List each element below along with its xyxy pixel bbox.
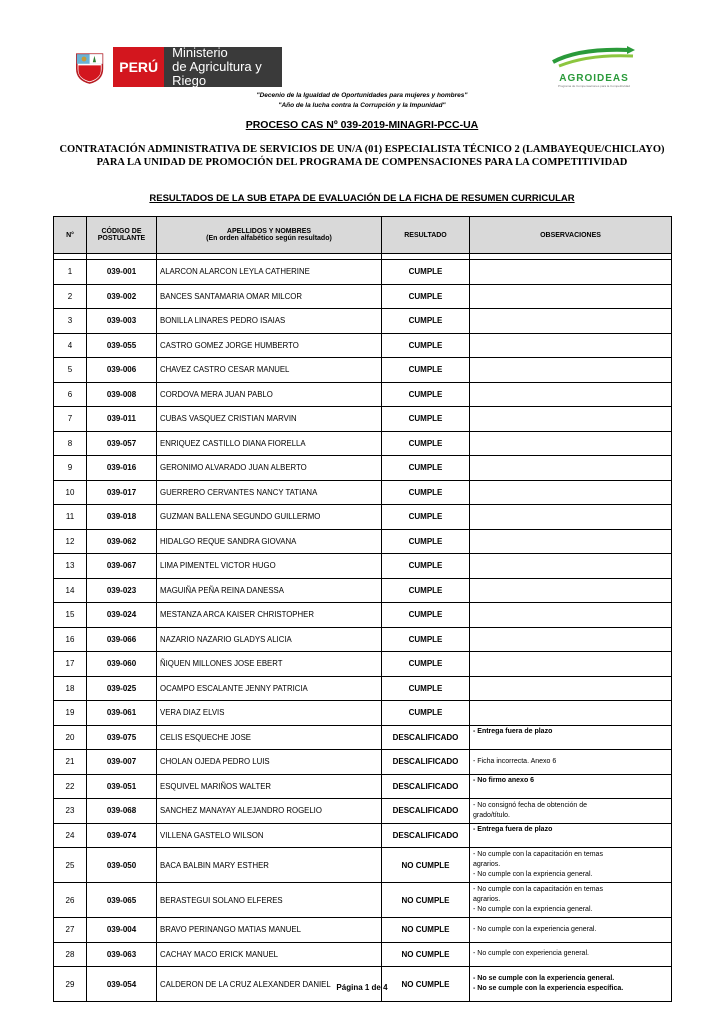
cell-nombre: ÑIQUEN MILLONES JOSE EBERT — [157, 652, 382, 677]
observacion-line: agrarios. — [473, 861, 501, 868]
minagri-logo — [72, 42, 282, 92]
table-row — [54, 848, 672, 883]
cell-codigo: 039-075 — [87, 725, 157, 750]
cell-nombre: MAGUIÑA PEÑA REINA DANESSA — [157, 578, 382, 603]
observacion-line: - No cumple con la exprienci​a general. — [473, 906, 593, 913]
cell-nombre: ENRIQUEZ CASTILLO DIANA FIORELLA — [157, 431, 382, 456]
table-row — [54, 774, 672, 799]
cell-resultado: CUMPLE — [382, 456, 470, 481]
cell-n: 25 — [54, 848, 87, 883]
cell-resultado: CUMPLE — [382, 260, 470, 285]
header-observaciones: OBSERVACIONES — [470, 217, 672, 254]
cell-n: 19 — [54, 701, 87, 726]
table-row — [54, 627, 672, 652]
cell-codigo: 039-018 — [87, 505, 157, 530]
agroideas-label: AGROIDEAS — [559, 73, 629, 84]
resultados-title: RESULTADOS DE LA SUB ETAPA DE EVALUACIÓN DE LA FICHA DE RESUMEN CURRICULAR — [149, 193, 575, 204]
cell-nombre: VERA DIAZ ELVIS — [157, 701, 382, 726]
cell-observaciones — [470, 529, 672, 554]
cell-nombre: GERONIMO ALVARADO JUAN ALBERTO — [157, 456, 382, 481]
observacion-line: - No cumple con experiencia general. — [473, 950, 589, 958]
cell-codigo: 039-004 — [87, 918, 157, 943]
cell-nombre: BERASTEGUI SOLANO ELFERES — [157, 883, 382, 918]
cell-observaciones — [470, 554, 672, 579]
cell-codigo: 039-054 — [87, 967, 157, 1002]
table-body — [54, 260, 672, 1002]
cell-resultado: CUMPLE — [382, 676, 470, 701]
cell-n: 3 — [54, 309, 87, 334]
cell-resultado: CUMPLE — [382, 505, 470, 530]
cell-nombre: CORDOVA MERA JUAN PABLO — [157, 382, 382, 407]
cell-observaciones — [470, 918, 672, 943]
cell-codigo: 039-003 — [87, 309, 157, 334]
cell-codigo: 039-060 — [87, 652, 157, 677]
cell-resultado: DESCALIFICADO — [382, 774, 470, 799]
cell-n: 13 — [54, 554, 87, 579]
table-row — [54, 725, 672, 750]
page-number: Página 1 de 4 — [336, 983, 388, 992]
cell-nombre: CACHAY MACO ERICK MANUEL — [157, 942, 382, 967]
cell-resultado: CUMPLE — [382, 701, 470, 726]
cell-codigo: 039-066 — [87, 627, 157, 652]
table-row — [54, 942, 672, 967]
table-header-row — [54, 217, 672, 254]
cell-resultado: DESCALIFICADO — [382, 725, 470, 750]
observacion-line: - Entrega fuera de plazo — [473, 727, 553, 735]
cell-nombre: BACA BALBIN MARY ESTHER — [157, 848, 382, 883]
contratacion-title: CONTRATACIÓN ADMINISTRATIVA DE SERVICIOS DE UN/A (01) ESPECIALISTA TÉCNICO 2 (LAMBAYEQUE/CHICLAYO) PARA LA UNIDAD DE PROMOCIÓN DEL PROGRAMA DE COMPENSACIONES PARA LA COMPETITIVIDAD — [59, 144, 665, 168]
cell-observaciones — [470, 750, 672, 775]
cell-n: 4 — [54, 333, 87, 358]
table-row — [54, 883, 672, 918]
cell-observaciones — [470, 725, 672, 750]
cell-codigo: 039-062 — [87, 529, 157, 554]
observacion-line: - No consignó fecha de obtención de — [473, 801, 588, 809]
cell-resultado: CUMPLE — [382, 431, 470, 456]
cell-resultado: CUMPLE — [382, 309, 470, 334]
table-row — [54, 505, 672, 530]
cell-codigo: 039-008 — [87, 382, 157, 407]
header-nombres — [157, 217, 382, 254]
cell-n: 26 — [54, 883, 87, 918]
agroideas-logo — [548, 44, 640, 88]
cell-codigo: 039-074 — [87, 823, 157, 848]
cell-codigo: 039-007 — [87, 750, 157, 775]
cell-observaciones — [470, 260, 672, 285]
cell-codigo: 039-061 — [87, 701, 157, 726]
cell-resultado: CUMPLE — [382, 529, 470, 554]
cell-nombre: NAZARIO NAZARIO GLADYS ALICIA — [157, 627, 382, 652]
cell-n: 24 — [54, 823, 87, 848]
cell-resultado: CUMPLE — [382, 358, 470, 383]
cell-n: 16 — [54, 627, 87, 652]
cell-codigo: 039-011 — [87, 407, 157, 432]
cell-nombre: CHOLAN OJEDA PEDRO LUIS — [157, 750, 382, 775]
cell-nombre: OCAMPO ESCALANTE JENNY PATRICIA — [157, 676, 382, 701]
cell-codigo: 039-017 — [87, 480, 157, 505]
cell-n: 23 — [54, 799, 87, 824]
observacion-line: - No firmo anexo 6 — [473, 776, 535, 784]
cell-codigo: 039-024 — [87, 603, 157, 628]
header-nombres-line1: APELLIDOS Y NOMBRES — [226, 228, 312, 235]
cell-codigo: 039-023 — [87, 578, 157, 603]
results-table — [53, 216, 672, 1002]
agroideas-swoosh-icon — [549, 44, 639, 68]
cell-codigo: 039-051 — [87, 774, 157, 799]
cell-observaciones — [470, 578, 672, 603]
cell-n: 27 — [54, 918, 87, 943]
ministerio-line2: de Agricultura y Riego — [172, 59, 262, 88]
cell-resultado: NO CUMPLE — [382, 848, 470, 883]
anio-text: "Año de la lucha contra la Corrupción y la Impunidad" — [278, 102, 446, 109]
header-n: N° — [54, 217, 87, 254]
cell-n: 28 — [54, 942, 87, 967]
cell-observaciones — [470, 627, 672, 652]
cell-resultado: DESCALIFICADO — [382, 750, 470, 775]
cell-observaciones — [470, 676, 672, 701]
cell-nombre: BRAVO PERINANGO MATIAS MANUEL — [157, 918, 382, 943]
cell-n: 22 — [54, 774, 87, 799]
cell-resultado: CUMPLE — [382, 578, 470, 603]
header-nombres-line2: (En orden alfabético según resultado) — [206, 235, 332, 242]
cell-observaciones — [470, 431, 672, 456]
cell-resultado: CUMPLE — [382, 480, 470, 505]
observacion-line: - Ficha incorrecta. Anexo 6 — [473, 757, 557, 765]
table-row — [54, 407, 672, 432]
cell-observaciones — [470, 358, 672, 383]
cell-nombre: CALDERON DE LA CRUZ ALEXANDER DANIEL — [157, 967, 382, 1002]
cell-codigo: 039-057 — [87, 431, 157, 456]
cell-nombre: CELIS ESQUECHE JOSE — [157, 725, 382, 750]
observacion-line: - No se cumple con la experiencia específica. — [473, 985, 624, 992]
cell-codigo: 039-068 — [87, 799, 157, 824]
cell-codigo: 039-002 — [87, 284, 157, 309]
observacion-line: - Entrega fuera de plazo — [473, 825, 553, 833]
proceso-title: PROCESO CAS Nº 039-2019-MINAGRI-PCC-UA — [245, 119, 479, 131]
cell-nombre: VILLENA GASTELO WILSON — [157, 823, 382, 848]
cell-observaciones — [470, 848, 672, 883]
observacion-line: agrarios. — [473, 896, 501, 903]
cell-codigo: 039-050 — [87, 848, 157, 883]
table-row — [54, 529, 672, 554]
cell-n: 20 — [54, 725, 87, 750]
cell-n: 1 — [54, 260, 87, 285]
cell-codigo: 039-065 — [87, 883, 157, 918]
observacion-line: - No cumple con la capacitación en temas — [473, 886, 603, 893]
cell-n: 9 — [54, 456, 87, 481]
cell-resultado: CUMPLE — [382, 603, 470, 628]
cell-observaciones — [470, 774, 672, 799]
cell-codigo: 039-006 — [87, 358, 157, 383]
cell-observaciones — [470, 480, 672, 505]
table-row — [54, 676, 672, 701]
cell-codigo: 039-025 — [87, 676, 157, 701]
cell-observaciones — [470, 823, 672, 848]
cell-n: 14 — [54, 578, 87, 603]
ministerio-line1: Ministerio — [172, 45, 228, 60]
cell-resultado: NO CUMPLE — [382, 942, 470, 967]
cell-nombre: MESTANZA ARCA KAISER CHRISTOPHER — [157, 603, 382, 628]
cell-nombre: CHAVEZ CASTRO CESAR MANUEL — [157, 358, 382, 383]
cell-nombre: SANCHEZ MANAYAY ALEJANDRO ROGELIO — [157, 799, 382, 824]
table-row — [54, 918, 672, 943]
table-row — [54, 750, 672, 775]
table-row — [54, 554, 672, 579]
cell-codigo: 039-055 — [87, 333, 157, 358]
table-row — [54, 480, 672, 505]
cell-n: 18 — [54, 676, 87, 701]
cell-codigo: 039-001 — [87, 260, 157, 285]
header-resultado: RESULTADO — [382, 217, 470, 254]
cell-n: 21 — [54, 750, 87, 775]
cell-codigo: 039-067 — [87, 554, 157, 579]
cell-n: 10 — [54, 480, 87, 505]
cell-nombre: BONILLA LINARES PEDRO ISAIAS — [157, 309, 382, 334]
cell-n: 7 — [54, 407, 87, 432]
cell-nombre: CUBAS VASQUEZ CRISTIAN MARVIN — [157, 407, 382, 432]
header-codigo: CÓDIGO DE POSTULANTE — [87, 217, 157, 254]
cell-nombre: GUERRERO CERVANTES NANCY TATIANA — [157, 480, 382, 505]
cell-resultado: NO CUMPLE — [382, 967, 470, 1002]
cell-resultado: NO CUMPLE — [382, 918, 470, 943]
cell-codigo: 039-016 — [87, 456, 157, 481]
cell-n: 8 — [54, 431, 87, 456]
cell-nombre: CASTRO GOMEZ JORGE HUMBERTO — [157, 333, 382, 358]
cell-n: 15 — [54, 603, 87, 628]
cell-resultado: CUMPLE — [382, 284, 470, 309]
cell-observaciones — [470, 883, 672, 918]
cell-observaciones — [470, 333, 672, 358]
table-row — [54, 701, 672, 726]
cell-observaciones — [470, 456, 672, 481]
cell-n: 12 — [54, 529, 87, 554]
table-row — [54, 603, 672, 628]
cell-n: 6 — [54, 382, 87, 407]
cell-observaciones — [470, 799, 672, 824]
observacion-line: - No cumple con la exprienci​a general. — [473, 871, 593, 878]
cell-nombre: LIMA PIMENTEL VICTOR HUGO — [157, 554, 382, 579]
cell-nombre: HIDALGO REQUE SANDRA GIOVANA — [157, 529, 382, 554]
table-row — [54, 309, 672, 334]
cell-resultado: CUMPLE — [382, 627, 470, 652]
cell-resultado: NO CUMPLE — [382, 883, 470, 918]
cell-resultado: CUMPLE — [382, 652, 470, 677]
table-row — [54, 431, 672, 456]
ministerio-label — [164, 47, 282, 87]
observacion-line: grado/título. — [473, 811, 510, 819]
table-row — [54, 823, 672, 848]
cell-observaciones — [470, 652, 672, 677]
agroideas-sub: Programa de Compensaciones para la Competitividad — [557, 84, 631, 88]
table-row — [54, 284, 672, 309]
decenio-text: "Decenio de la Igualdad de Oportunidades para mujeres y hombres" — [256, 92, 468, 99]
cell-n: 5 — [54, 358, 87, 383]
cell-observaciones — [470, 309, 672, 334]
cell-observaciones — [470, 603, 672, 628]
cell-observaciones — [470, 942, 672, 967]
table-row — [54, 382, 672, 407]
cell-observaciones — [470, 382, 672, 407]
cell-n: 29 — [54, 967, 87, 1002]
cell-observaciones — [470, 505, 672, 530]
cell-resultado: DESCALIFICADO — [382, 823, 470, 848]
table-row — [54, 260, 672, 285]
cell-n: 11 — [54, 505, 87, 530]
cell-observaciones — [470, 407, 672, 432]
table-row — [54, 456, 672, 481]
peru-label: PERÚ — [113, 47, 164, 87]
cell-n: 17 — [54, 652, 87, 677]
table-row — [54, 799, 672, 824]
cell-resultado: DESCALIFICADO — [382, 799, 470, 824]
cell-resultado: CUMPLE — [382, 382, 470, 407]
cell-codigo: 039-063 — [87, 942, 157, 967]
cell-resultado: CUMPLE — [382, 407, 470, 432]
observacion-line: - No se cumple con la experiencia general. — [473, 975, 615, 982]
table-row — [54, 578, 672, 603]
cell-nombre: ALARCON ALARCON LEYLA CATHERINE — [157, 260, 382, 285]
table-row — [54, 652, 672, 677]
cell-nombre: ESQUIVEL MARIÑOS WALTER — [157, 774, 382, 799]
cell-resultado: CUMPLE — [382, 554, 470, 579]
cell-nombre: BANCES SANTAMARIA OMAR MILCOR — [157, 284, 382, 309]
observacion-line: - No cumple con la experiencia general. — [473, 925, 597, 933]
cell-resultado: CUMPLE — [382, 333, 470, 358]
cell-n: 2 — [54, 284, 87, 309]
cell-observaciones — [470, 701, 672, 726]
table-row — [54, 358, 672, 383]
table-row — [54, 333, 672, 358]
cell-nombre: GUZMAN BALLENA SEGUNDO GUILLERMO — [157, 505, 382, 530]
cell-observaciones — [470, 284, 672, 309]
peru-coat-of-arms-icon — [72, 45, 107, 89]
observacion-line: - No cumple con la capacitación en temas — [473, 851, 603, 858]
